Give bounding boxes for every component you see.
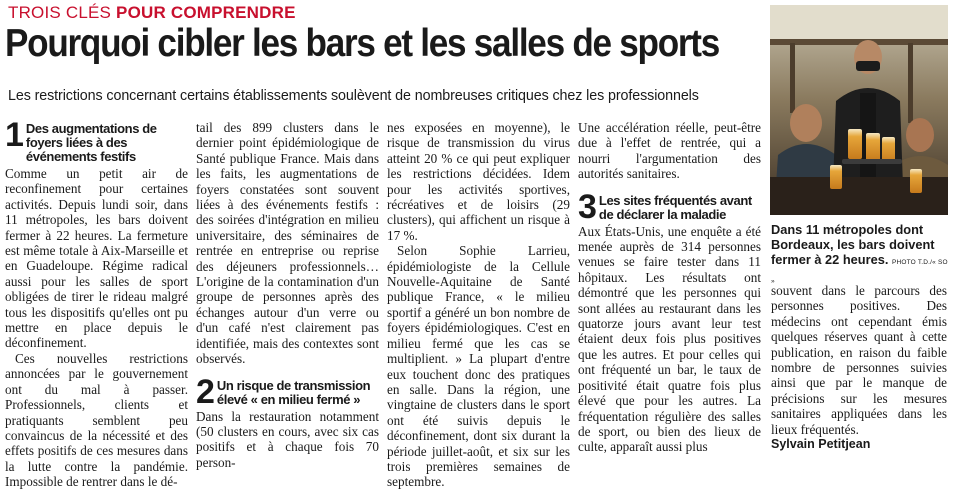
article-column-2 xyxy=(196,120,379,470)
section-title: Les sites fréquentés avant de déclarer la maladie xyxy=(598,192,752,222)
bar-photo xyxy=(770,5,948,215)
kicker-series: TROIS CLÉS xyxy=(8,3,112,22)
author-signature: Sylvain Petitjean xyxy=(771,437,871,452)
paragraph: nes exposées en moyenne), le risque de transmission du virus atteint 20 % ce qui peut expliquer les restrictions décidées. Idem pour les activités sportives, récréatives et de loisirs (29 clusters), qui affichent un risque à 17 %. xyxy=(387,120,570,243)
article-column-3 xyxy=(387,120,570,490)
kicker-tag: POUR COMPRENDRE xyxy=(116,3,296,22)
article-column-5 xyxy=(771,283,947,452)
paragraph: Une accélération réelle, peut-être due à l'effet de rentrée, qui a nourri l'argumentation des autorités sanitaires. xyxy=(578,120,761,182)
section-number: 1 xyxy=(5,116,24,154)
section-title: Des augmentations de foyers liées à des événements festifs xyxy=(25,121,157,164)
paragraph: Ces nouvelles restrictions annoncées par le gouvernement ont du mal à passer. Professionnels, clients et pratiquants semblent peu convaincus de la nécessité et des effets positifs de ces mesures dans la lutte contre la pandémie. Impossible de rentrer dans le dé- xyxy=(5,350,188,490)
headline: Pourquoi cibler les bars et les salles de sports xyxy=(5,22,719,65)
section-number: 3 xyxy=(578,187,597,226)
kicker xyxy=(8,3,296,23)
paragraph: Dans la restauration notamment (50 clusters en cours, avec six cas positifs et à chaque fois 70 person- xyxy=(196,408,379,470)
paragraph: Selon Sophie Larrieu, épidémiologiste de la Cellule Nouvelle-Aquitaine de Santé publique France, « le milieu sportif a généré un bon nombre de foyers épidémiologiques. C'est en milieu fermé que les cas se multiplient. » La plupart d'entre eux touchent donc des pratiques en salle. Dans la région, une vingtaine de clusters dans le sport ont été suivis depuis le déconfinement, dont six durant la période juillet-août, et six sur les trois premières semaines de septembre. xyxy=(387,243,570,490)
paragraph: souvent dans le parcours des personnes positives. Des médecins ont cependant émis quelques réserves quant à cette publication, en raison du faible nombre de personnes suivies ainsi que par le manque de précisions sur les mesures sanitaires appliquées dans les lieux fréquentés. xyxy=(771,283,947,437)
caption-text: Dans 11 métropoles dont Bordeaux, les bars doivent fermer à 22 heures. xyxy=(771,222,935,268)
section-heading-2 xyxy=(196,372,379,411)
section-heading-3 xyxy=(578,187,761,226)
section-title: Un risque de transmission élevé « en milieu fermé » xyxy=(216,377,371,407)
paragraph: Comme un petit air de reconfinement pour certaines activités. Depuis lundi soir, dans 11 métropoles, les bars doivent fermer à 22 heures. La fermeture est même totale à Aix-Marseille et en Guadeloupe. Régime radical aussi pour les salles de sport obligées de tirer le rideau malgré tous les dispositifs qu'elles ont pu mettre en place depuis le déconfinement. xyxy=(5,166,188,351)
paragraph: tail des 899 clusters dans le dernier point épidémiologique de Santé publique France. Mais dans les faits, les augmentations de foyers constatées sont souvent liées à des événements festifs : des soirées d'intégration en milieu universitaire, des séminaires de rentrée en entreprise ou reprise des déjeuners professionnels… L'origine de la contamination d'un groupe de personnes après des échanges autour d'un verre ou d'un café n'est clairement pas identifiée, mais des contextes sont observés. xyxy=(196,120,379,367)
section-heading-1 xyxy=(5,116,188,164)
article-column-4 xyxy=(578,120,761,455)
photo-caption xyxy=(771,222,951,289)
article-column-1 xyxy=(5,116,188,490)
section-number: 2 xyxy=(196,372,215,411)
paragraph: Aux États-Unis, une enquête a été menée auprès de 314 personnes venues se faire tester dans 11 hôpitaux. Les résultats ont démontré que les personnes qui sont allées au restaurant dans les quatorze jours avant leur test étaient deux fois plus positives que les autres. Et pour celles qui ont fréquenté un bar, le taux de positivité était quatre fois plus élevé que pour les autres. La fréquentation régulière des salles de sport, ou bien des lieux de culte, apparaît aussi plus xyxy=(578,223,761,455)
standfirst: Les restrictions concernant certains établissements soulèvent de nombreuses critiques chez les professionnels xyxy=(8,88,699,104)
photo-credit: PHOTO T.D./« SO » xyxy=(771,259,948,285)
